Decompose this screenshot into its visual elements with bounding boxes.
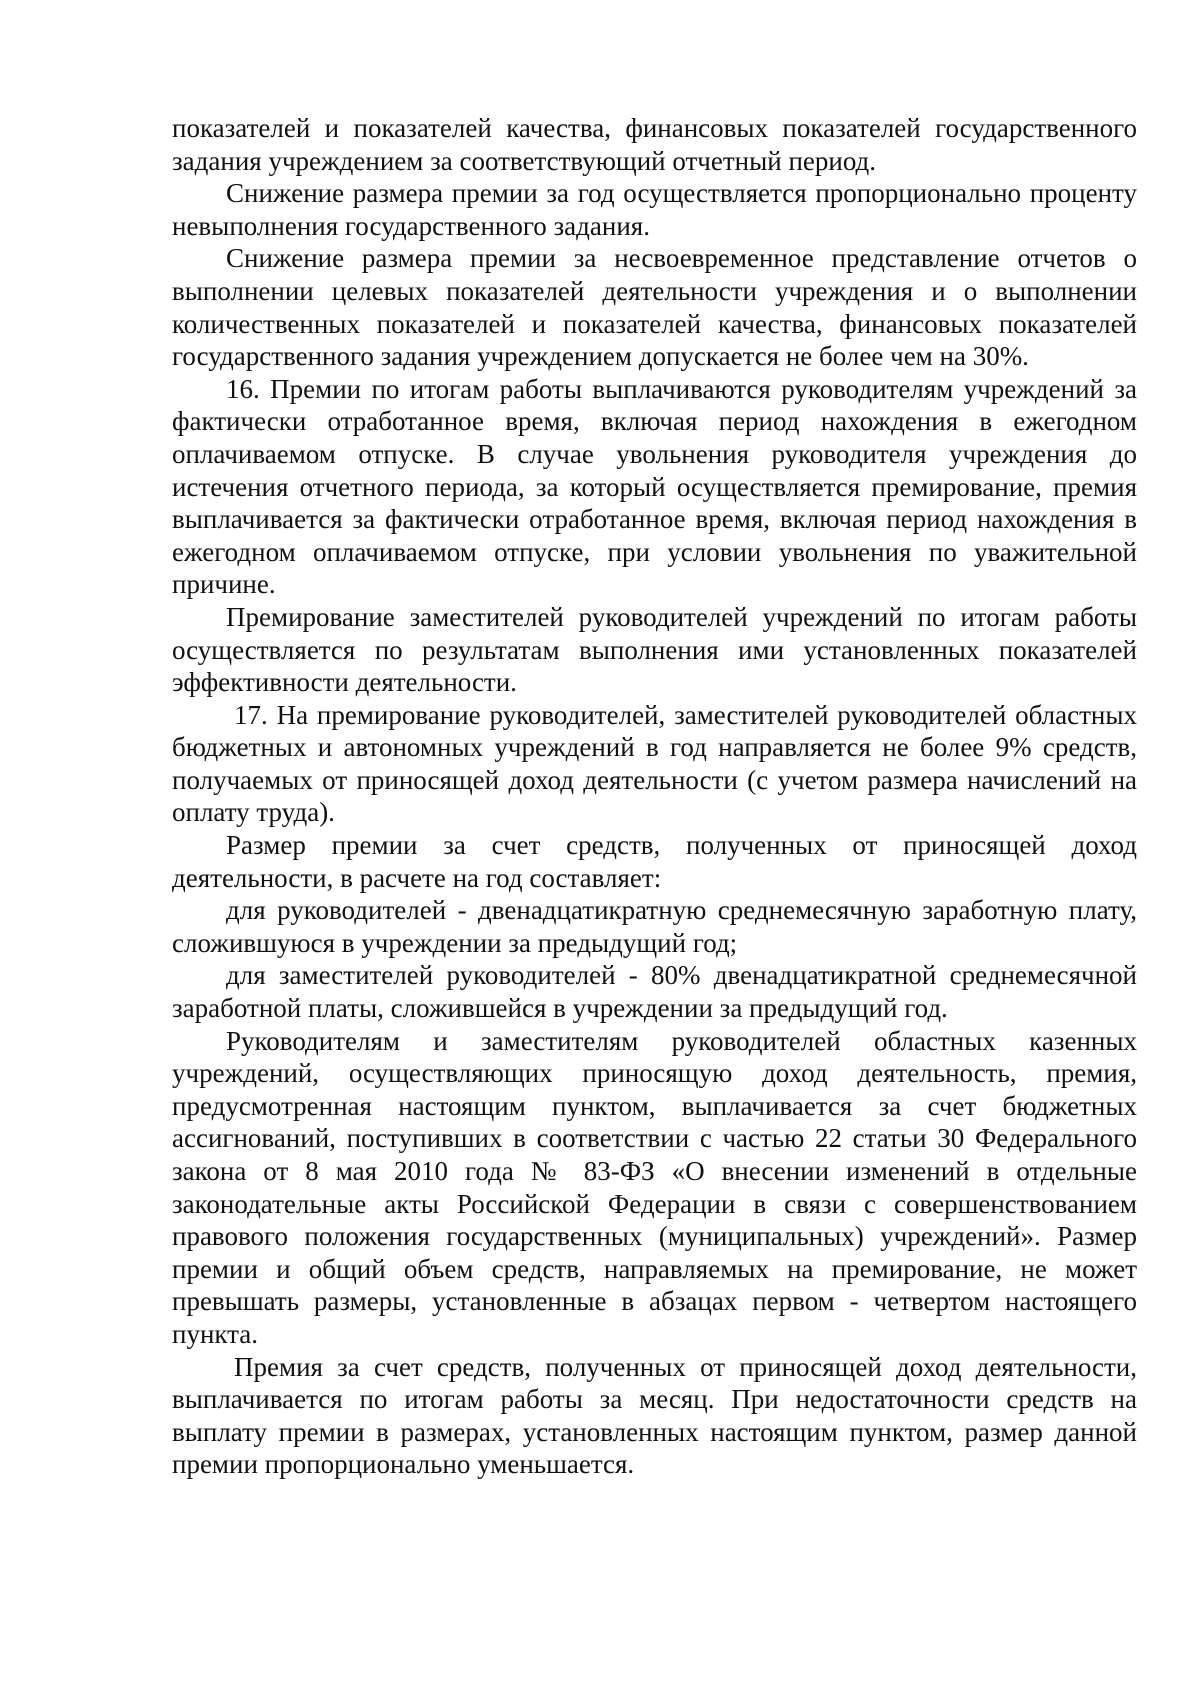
paragraph-premium-size: Размер премии за счет средств, полученных от приносящей доход деятельности, в расчете на год составляет: [172, 830, 1137, 893]
paragraph-item-17: 17. На премирование руководителей, заместителей руководителей областных бюджетных и автономных учреждений в год направляется не более 9% средств, получаемых от приносящей доход деятельности (с учетом размера начислений на оплату труда). [172, 699, 1137, 828]
paragraph-premium-reduction-reports: Снижение размера премии за несвоевременное представление отчетов о выполнении целевых показателей деятельности учреждения и о выполнении количественных показателей и показателей качества, финансовых показателей государственного задания учреждением допускается не более чем на 30%. [172, 243, 1137, 372]
paragraph-for-heads: для руководителей - двенадцатикратную среднемесячную заработную плату, сложившуюся в учреждении за предыдущий год; [172, 895, 1137, 958]
document-body [172, 112, 1137, 1481]
paragraph-premium-reduction-year: Снижение размера премии за год осуществляется пропорционально проценту невыполнения государственного задания. [172, 178, 1137, 241]
paragraph-item-16: 16. Премии по итогам работы выплачиваются руководителям учреждений за фактически отработанное время, включая период нахождения в ежегодном оплачиваемом отпуске. В случае увольнения руководителя учреждения до истечения отчетного периода, за который осуществляется премирование, премия выплачивается за фактически отработанное время, включая период нахождения в ежегодном оплачиваемом отпуске, при условии увольнения по уважительной причине. [172, 373, 1137, 600]
paragraph-for-deputies: для заместителей руководителей - 80% двенадцатикратной среднемесячной заработной платы, сложившейся в учреждении за предыдущий год. [172, 960, 1137, 1024]
paragraph-continuation: показателей и показателей качества, финансовых показателей государственного задания учреждением за соответствующий отчетный период. [172, 113, 1137, 176]
paragraph-state-institutions: Руководителям и заместителям руководителей областных казенных учреждений, осуществляющих приносящую доход деятельность, премия, предусмотренная настоящим пунктом, выплачивается за счет бюджетных ассигнований, поступивших в соответствии с частью 22 статьи 30 Федерального закона от 8 мая 2010 года № 83-ФЗ «О внесении изменений в отдельные законодательные акты Российской Федерации в связи с совершенствованием правового положения государственных (муниципальных) учреждений». Размер премии и общий объем средств, направляемых на премирование, не может превышать размеры, установленные в абзацах первом - четвертом настоящего пункта. [172, 1025, 1137, 1349]
paragraph-monthly-premium: Премия за счет средств, полученных от приносящей доход деятельности, выплачивается по итогам работы за месяц. При недостаточности средств на выплату премии в размерах, установленных настоящим пунктом, размер данной премии пропорционально уменьшается. [172, 1351, 1137, 1480]
paragraph-deputies-premium: Премирование заместителей руководителей учреждений по итогам работы осуществляется по результатам выполнения ими установленных показателей эффективности деятельности. [172, 601, 1137, 698]
